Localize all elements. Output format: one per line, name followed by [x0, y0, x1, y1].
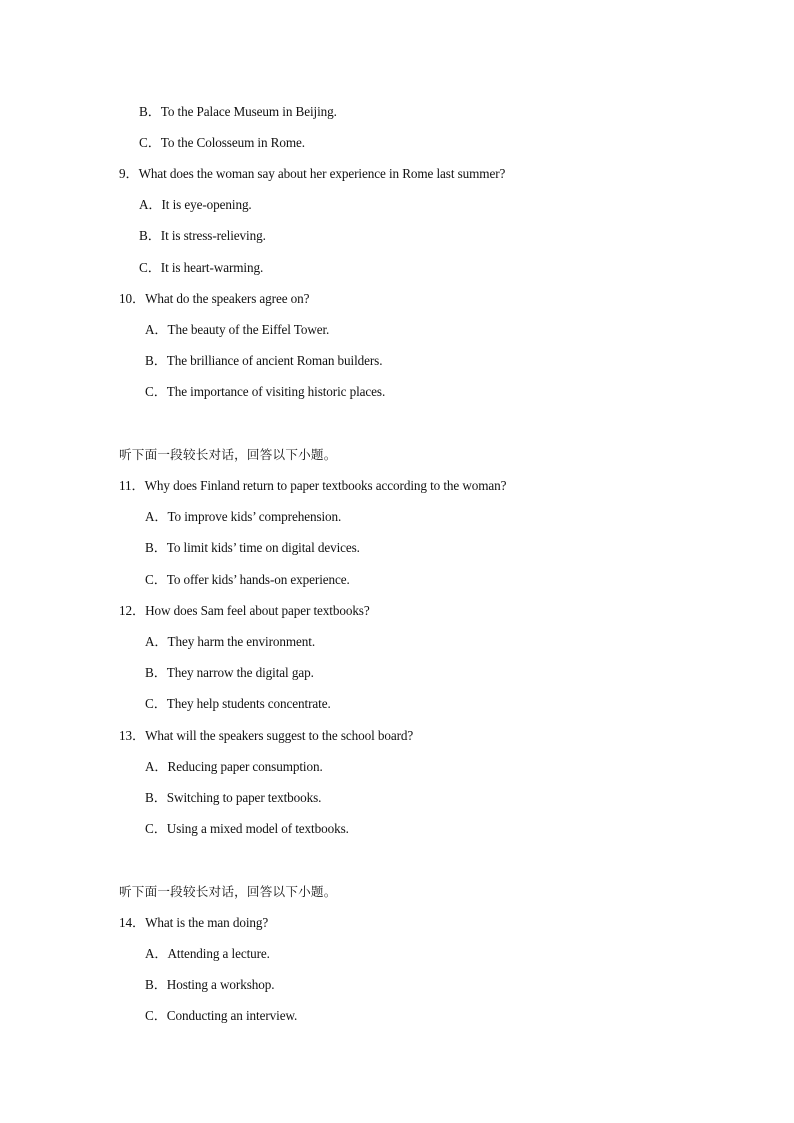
q11-question: 11．Why does Finland return to paper textbooks according to the woman? — [119, 478, 507, 493]
q13-option-a: A．Reducing paper consumption. — [145, 759, 323, 774]
q9-question: 9．What does the woman say about her experience in Rome last summer? — [119, 166, 506, 181]
q12-option-a: A．They harm the environment. — [145, 634, 316, 649]
q11-option-c: C．To offer kids’ hands-on experience. — [145, 572, 350, 587]
q8-option-c: C．To the Colosseum in Rome. — [139, 135, 305, 150]
q14-option-c: C．Conducting an interview. — [145, 1008, 298, 1023]
q11-option-a: A．To improve kids’ comprehension. — [145, 509, 342, 524]
q9-option-a: A．It is eye-opening. — [139, 197, 252, 212]
q8-option-b: B．To the Palace Museum in Beijing. — [139, 104, 337, 119]
q10-option-c: C．The importance of visiting historic places. — [145, 384, 386, 399]
q11-option-b: B．To limit kids’ time on digital devices. — [145, 540, 360, 555]
q10-option-a: A．The beauty of the Eiffel Tower. — [145, 322, 330, 337]
q13-question: 13．What will the speakers suggest to the school board? — [119, 728, 414, 743]
section-instruction: 听下面一段较长对话，回答以下小题。 — [119, 884, 337, 899]
q14-option-a: A．Attending a lecture. — [145, 946, 270, 961]
q14-option-b: B．Hosting a workshop. — [145, 977, 275, 992]
q13-option-c: C．Using a mixed model of textbooks. — [145, 821, 349, 836]
q13-option-b: B．Switching to paper textbooks. — [145, 790, 322, 805]
q12-question: 12．How does Sam feel about paper textbooks? — [119, 603, 370, 618]
q10-option-b: B．The brilliance of ancient Roman builders. — [145, 353, 383, 368]
q9-option-c: C．It is heart-warming. — [139, 260, 264, 275]
q10-question: 10．What do the speakers agree on? — [119, 291, 310, 306]
q14-question: 14．What is the man doing? — [119, 915, 269, 930]
q12-option-c: C．They help students concentrate. — [145, 696, 331, 711]
section-instruction: 听下面一段较长对话，回答以下小题。 — [119, 447, 337, 462]
q9-option-b: B．It is stress-relieving. — [139, 228, 266, 243]
q12-option-b: B．They narrow the digital gap. — [145, 665, 314, 680]
